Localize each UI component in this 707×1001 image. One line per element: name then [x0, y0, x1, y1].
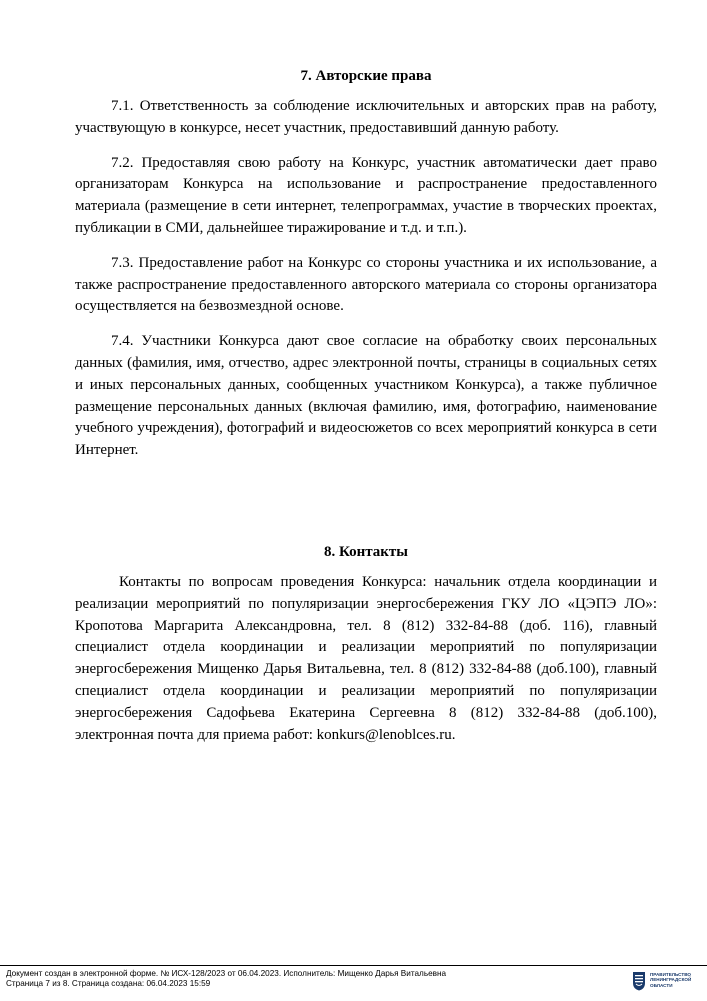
logo-line-2: ЛЕНИНГРАДСКОЙ — [650, 977, 692, 983]
logo-line-3: ОБЛАСТИ — [650, 982, 673, 988]
logo-line-1: ПРАВИТЕЛЬСТВО — [650, 972, 691, 977]
document-body — [75, 66, 657, 743]
section-8-title: 8. Контакты — [323, 544, 409, 560]
paragraph-7-3: 7.3. Предоставление работ на Конкурс со стороны участника и их использование, а также распространение предоставленного авторского материала со стороны организатора осуществляется на безвозмездной основе. — [75, 254, 657, 315]
paragraph-7-2: 7.2. Предоставляя свою работу на Конкурс, участник автоматически дает право организаторам Конкурса на использование и распространение предоставленного материала (размещение в сети интернет, телепрограммах, участие в творческих проектах, публикации в СМИ, дальнейшее тиражирование и т.д. и т.п.). — [75, 154, 657, 236]
footer-info — [6, 969, 606, 988]
contacts-paragraph: Контакты по вопросам проведения Конкурса: начальник отдела координации и реализации мероприятий по популяризации энергосбережения ГКУ ЛО «ЦЭПЭ ЛО»: Кропотова Маргарита Александровна, тел. 8 (812) 332-84-88 (доб. 116), главный специалист отдела координации и реализации мероприятий по популяризации энергосбережения Мищенко Дарья Витальевна, тел. 8 (812) 332-84-88 (доб.100), главный специалист отдела координации и реализации мероприятий по популяризации энергосбережения Садофьева Екатерина Сергеевна 8 (812) 332-84-88 (доб.100), электронная почта для приема работ: konkurs@lenoblces.ru. — [75, 574, 657, 743]
document-footer — [0, 965, 707, 1001]
paragraph-7-1: 7.1. Ответственность за соблюдение исключительных и авторских прав на работу, участвующую в конкурсе, несет участник, предоставивший данную работу. — [75, 98, 657, 136]
coat-of-arms-icon — [632, 971, 646, 991]
government-logo-text — [650, 972, 691, 988]
footer-line-document: Документ создан в электронной форме. № ИСХ-128/2023 от 06.04.2023. Исполнитель: Мищенко Дарья Витальевна — [6, 969, 447, 978]
section-7-title: 7. Авторские права — [300, 68, 432, 84]
paragraph-7-4: 7.4. Участники Конкурса дают свое согласие на обработку своих персональных данных (фамилия, имя, отчество, адрес электронной почты, страницы в социальных сетях и иных персональных данных, сообщенных участником Конкурса), а также публичное размещение персональных данных (включая фамилию, имя, фотографию, наименование учебного учреждения), фотографий и видеосюжетов со всех мероприятий конкурса в сети Интернет. — [75, 333, 657, 459]
footer-line-page: Страница 7 из 8. Страница создана: 06.04.2023 15:59 — [6, 978, 211, 988]
government-logo — [632, 971, 704, 995]
